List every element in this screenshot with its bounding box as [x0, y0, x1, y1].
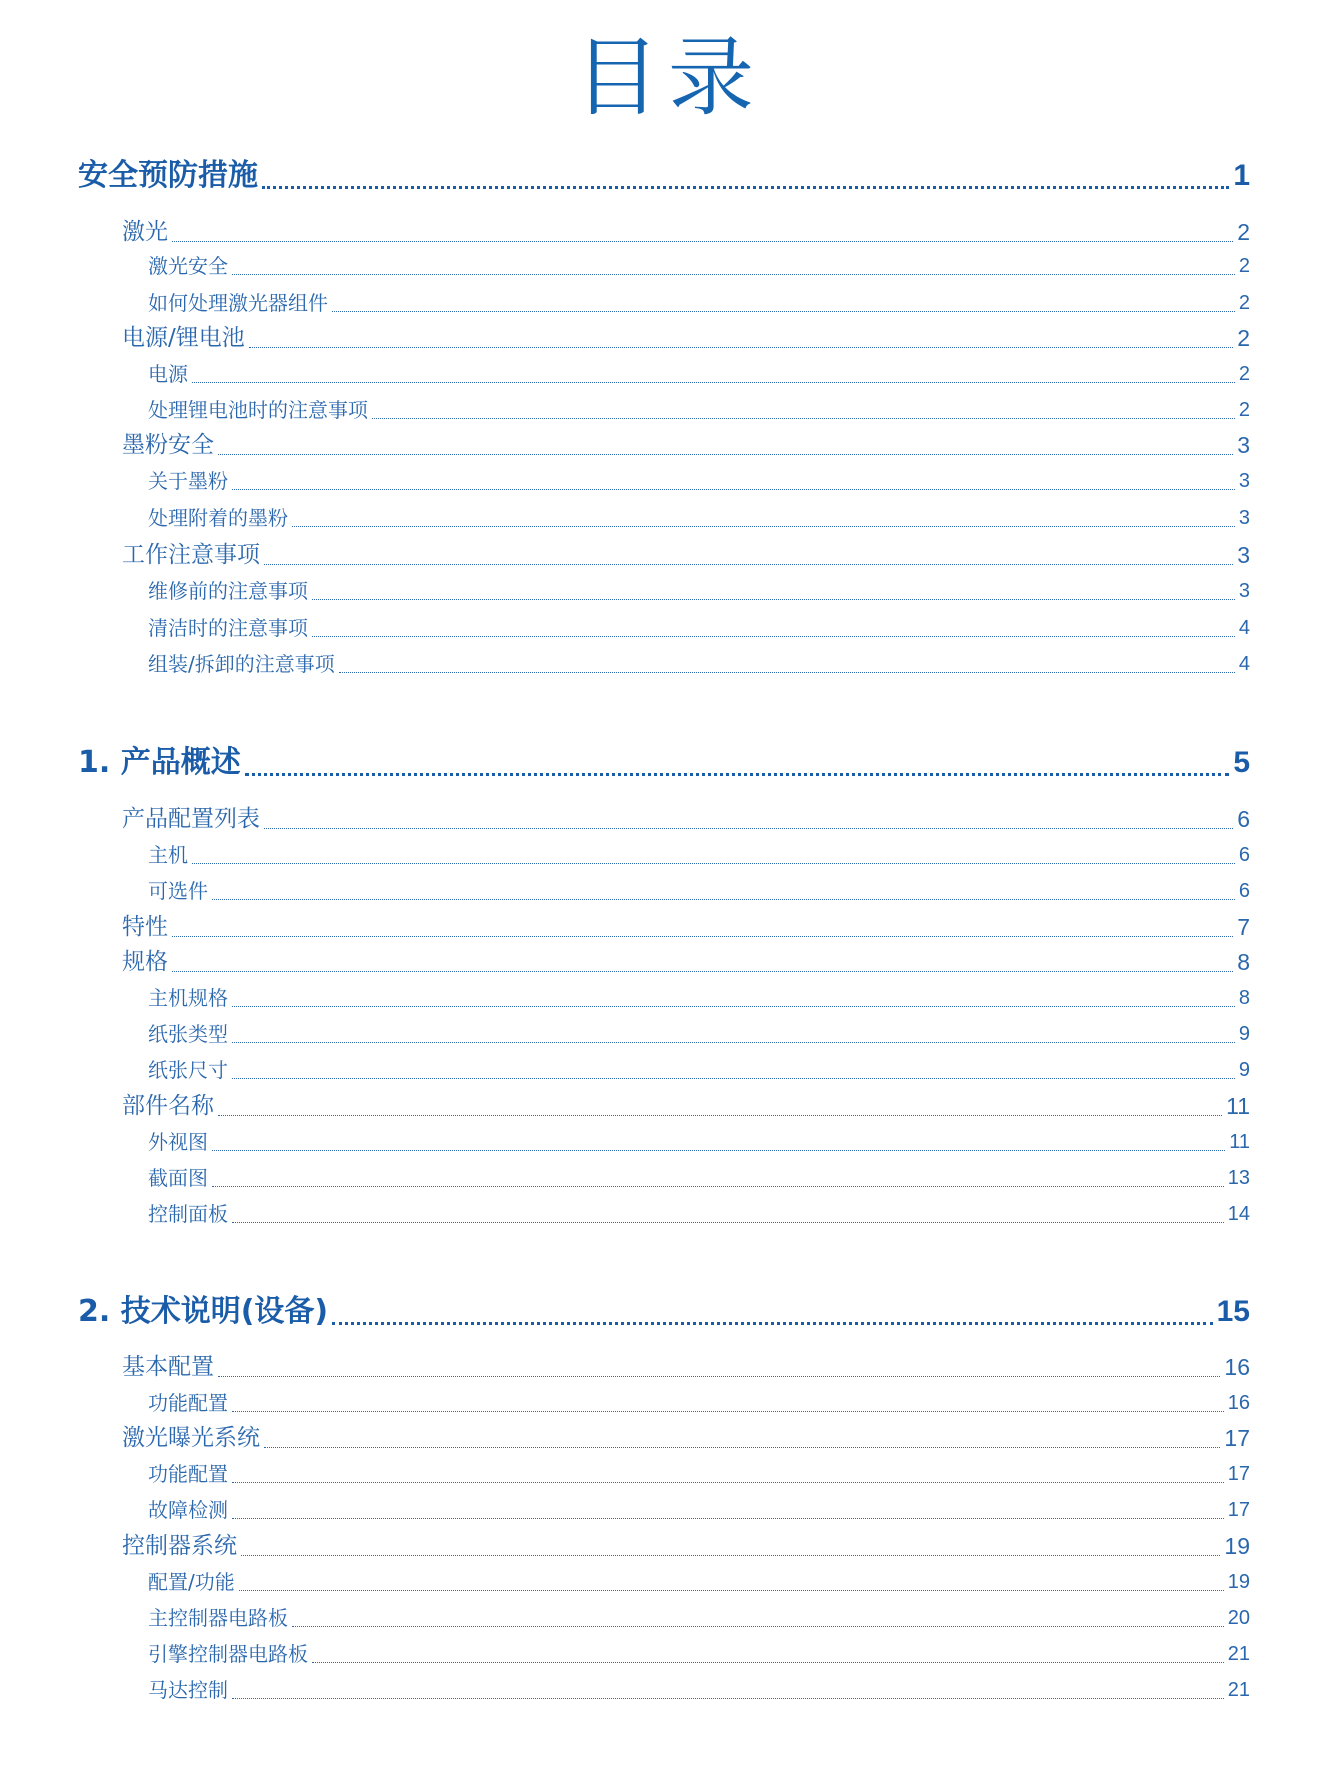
- dot-leader: [218, 454, 1233, 455]
- toc-entry-label: 安全预防措施: [78, 158, 258, 193]
- toc-entry-label: 主控制器电路板: [148, 1606, 288, 1630]
- toc-entry-page-number: 4: [1238, 653, 1250, 675]
- dot-leader: [264, 828, 1233, 829]
- dot-leader: [262, 186, 1229, 189]
- toc-entry-level3[interactable]: [148, 877, 1250, 905]
- dot-leader: [232, 489, 1235, 490]
- toc-entry-page-number: 13: [1227, 1167, 1250, 1189]
- dot-leader: [232, 1411, 1224, 1412]
- dot-leader: [232, 1222, 1224, 1223]
- toc-entry-level3[interactable]: [148, 841, 1250, 869]
- toc-entry-level3[interactable]: [148, 1389, 1250, 1417]
- toc-entry-label: 清洁时的注意事项: [148, 616, 308, 640]
- toc-entry-label: 产品配置列表: [122, 806, 260, 832]
- toc-entry-level2[interactable]: [122, 539, 1250, 571]
- toc-entry-level3[interactable]: [148, 1604, 1250, 1632]
- toc-entry-level1[interactable]: [78, 1292, 1250, 1332]
- dot-leader: [212, 1186, 1224, 1187]
- toc-entry-level3[interactable]: [148, 614, 1250, 642]
- dot-leader: [172, 971, 1233, 972]
- dot-leader: [232, 1042, 1235, 1043]
- dot-leader: [218, 1115, 1222, 1116]
- toc-entry-page-number: 14: [1227, 1203, 1250, 1225]
- toc-entry-label: 纸张尺寸: [148, 1058, 228, 1082]
- dot-leader: [192, 382, 1235, 383]
- toc-entry-page-number: 21: [1227, 1643, 1250, 1665]
- toc-entry-page-number: 19: [1227, 1571, 1250, 1593]
- dot-leader: [332, 1322, 1212, 1325]
- toc-entry-level3[interactable]: [148, 252, 1250, 280]
- toc-entry-label: 部件名称: [122, 1093, 214, 1119]
- dot-leader: [249, 347, 1233, 348]
- toc-entry-label: 基本配置: [122, 1354, 214, 1380]
- toc-entry-label: 处理附着的墨粉: [148, 506, 288, 530]
- toc-entry-label: 处理锂电池时的注意事项: [148, 398, 368, 422]
- toc-entry-page-number: 17: [1224, 1425, 1250, 1451]
- toc-entry-level1[interactable]: [78, 156, 1250, 196]
- toc-entry-label: 纸张类型: [148, 1022, 228, 1046]
- toc-entry-label: 电源: [148, 362, 188, 386]
- toc-entry-label: 2. 技术说明(设备): [78, 1294, 329, 1329]
- toc-entry-label: 激光安全: [148, 254, 228, 278]
- toc-entry-level3[interactable]: [148, 360, 1250, 388]
- toc-entry-level3[interactable]: [148, 984, 1250, 1012]
- toc-entry-level2[interactable]: [122, 1351, 1250, 1383]
- dot-leader: [232, 1078, 1235, 1079]
- toc-entry-level3[interactable]: [148, 1460, 1250, 1488]
- dot-leader: [332, 311, 1235, 312]
- toc-entry-label: 规格: [122, 949, 168, 975]
- toc-entry-level2[interactable]: [122, 946, 1250, 978]
- toc-entry-level3[interactable]: [148, 1056, 1250, 1084]
- toc-entry-page-number: 15: [1216, 1295, 1250, 1328]
- toc-entry-label: 控制面板: [148, 1202, 228, 1226]
- toc-entry-label: 故障检测: [148, 1498, 228, 1522]
- toc-entry-level3[interactable]: [148, 650, 1250, 678]
- toc-entry-page-number: 3: [1237, 432, 1250, 458]
- toc-entry-level2[interactable]: [122, 1422, 1250, 1454]
- dot-leader: [232, 274, 1235, 275]
- toc-entry-label: 功能配置: [148, 1462, 228, 1486]
- toc-entry-page-number: 9: [1238, 1059, 1250, 1081]
- toc-entry-level2[interactable]: [122, 911, 1250, 943]
- toc-entry-label: 如何处理激光器组件: [148, 291, 328, 315]
- toc-entry-page-number: 3: [1238, 580, 1250, 602]
- toc-entry-page-number: 2: [1238, 399, 1250, 421]
- toc-entry-label: 截面图: [148, 1166, 208, 1190]
- toc-entry-level3[interactable]: [148, 1020, 1250, 1048]
- toc-entry-label: 工作注意事项: [122, 542, 260, 568]
- toc-entry-label: 可选件: [148, 879, 208, 903]
- toc-entry-page-number: 17: [1227, 1463, 1250, 1485]
- dot-leader: [192, 863, 1235, 864]
- dot-leader: [312, 1662, 1224, 1663]
- toc-entry-page-number: 6: [1238, 880, 1250, 902]
- dot-leader: [212, 899, 1235, 900]
- toc-entry-level3[interactable]: [148, 1200, 1250, 1228]
- dot-leader: [312, 599, 1235, 600]
- toc-entry-page-number: 16: [1224, 1354, 1250, 1380]
- dot-leader: [245, 773, 1230, 776]
- toc-entry-page-number: 3: [1237, 542, 1250, 568]
- toc-entry-label: 电源/锂电池: [122, 325, 245, 351]
- toc-entry-page-number: 9: [1238, 1023, 1250, 1045]
- toc-entry-level3[interactable]: [148, 504, 1250, 532]
- toc-entry-level3[interactable]: [148, 1128, 1250, 1156]
- toc-entry-page-number: 11: [1229, 1131, 1250, 1153]
- toc-entry-page-number: 2: [1238, 255, 1250, 277]
- toc-entry-page-number: 7: [1237, 914, 1250, 940]
- dot-leader: [172, 241, 1233, 242]
- toc-entry-label: 外视图: [148, 1130, 208, 1154]
- dot-leader: [218, 1376, 1220, 1377]
- toc-entry-level2[interactable]: [122, 1530, 1250, 1562]
- toc-entry-level2[interactable]: [122, 216, 1250, 248]
- dot-leader: [264, 564, 1233, 565]
- toc-entry-level1[interactable]: [78, 743, 1250, 783]
- toc-entry-page-number: 21: [1227, 1679, 1250, 1701]
- toc-entry-page-number: 8: [1238, 987, 1250, 1009]
- toc-entry-page-number: 20: [1227, 1607, 1250, 1629]
- toc-entry-level2[interactable]: [122, 803, 1250, 835]
- dot-leader: [232, 1482, 1224, 1483]
- toc-entry-label: 功能配置: [148, 1391, 228, 1415]
- toc-entry-level3[interactable]: [148, 1676, 1250, 1704]
- toc-entry-label: 1. 产品概述: [78, 745, 241, 780]
- dot-leader: [239, 1590, 1224, 1591]
- dot-leader: [264, 1447, 1220, 1448]
- toc-entry-level3[interactable]: [148, 1568, 1250, 1596]
- toc-entry-label: 配置/功能: [148, 1570, 235, 1594]
- dot-leader: [232, 1698, 1224, 1699]
- toc-entry-level3[interactable]: [148, 1496, 1250, 1524]
- toc-entry-page-number: 1: [1233, 159, 1250, 192]
- toc-entry-page-number: 5: [1233, 746, 1250, 779]
- toc-entry-label: 控制器系统: [122, 1533, 237, 1559]
- toc-entry-page-number: 2: [1237, 219, 1250, 245]
- dot-leader: [312, 636, 1235, 637]
- page-title: 目录: [574, 28, 762, 128]
- toc-entry-page-number: 4: [1238, 617, 1250, 639]
- toc-entry-label: 引擎控制器电路板: [148, 1642, 308, 1666]
- toc-entry-label: 主机: [148, 843, 188, 867]
- toc-entry-page-number: 2: [1237, 325, 1250, 351]
- toc-entry-page-number: 2: [1238, 363, 1250, 385]
- toc-entry-label: 墨粉安全: [122, 432, 214, 458]
- toc-entry-level3[interactable]: [148, 467, 1250, 495]
- toc-entry-page-number: 3: [1238, 470, 1250, 492]
- dot-leader: [232, 1006, 1235, 1007]
- dot-leader: [292, 526, 1235, 527]
- toc-entry-label: 维修前的注意事项: [148, 579, 308, 603]
- dot-leader: [172, 936, 1233, 937]
- toc-entry-level2[interactable]: [122, 1090, 1250, 1122]
- toc-entry-page-number: 17: [1227, 1499, 1250, 1521]
- toc-entry-level3[interactable]: [148, 289, 1250, 317]
- toc-entry-label: 关于墨粉: [148, 469, 228, 493]
- toc-entry-page-number: 19: [1224, 1533, 1250, 1559]
- dot-leader: [212, 1150, 1225, 1151]
- toc-entry-level3[interactable]: [148, 396, 1250, 424]
- toc-entry-page-number: 16: [1227, 1392, 1250, 1414]
- toc-entry-page-number: 6: [1237, 806, 1250, 832]
- toc-entry-level3[interactable]: [148, 1164, 1250, 1192]
- toc-entry-page-number: 8: [1237, 949, 1250, 975]
- toc-entry-level2[interactable]: [122, 429, 1250, 461]
- toc-entry-level2[interactable]: [122, 322, 1250, 354]
- toc-entry-label: 激光曝光系统: [122, 1425, 260, 1451]
- dot-leader: [372, 418, 1235, 419]
- toc-entry-page-number: 3: [1238, 507, 1250, 529]
- toc-entry-label: 马达控制: [148, 1678, 228, 1702]
- toc-entry-level3[interactable]: [148, 577, 1250, 605]
- toc-entry-label: 激光: [122, 219, 168, 245]
- dot-leader: [241, 1555, 1220, 1556]
- dot-leader: [339, 672, 1235, 673]
- dot-leader: [292, 1626, 1224, 1627]
- toc-entry-label: 特性: [122, 914, 168, 940]
- toc-entry-page-number: 6: [1238, 844, 1250, 866]
- toc-entry-label: 主机规格: [148, 986, 228, 1010]
- dot-leader: [232, 1518, 1224, 1519]
- toc-entry-page-number: 2: [1238, 292, 1250, 314]
- toc-entry-label: 组装/拆卸的注意事项: [148, 652, 335, 676]
- toc-entry-page-number: 11: [1226, 1093, 1250, 1119]
- toc-entry-level3[interactable]: [148, 1640, 1250, 1668]
